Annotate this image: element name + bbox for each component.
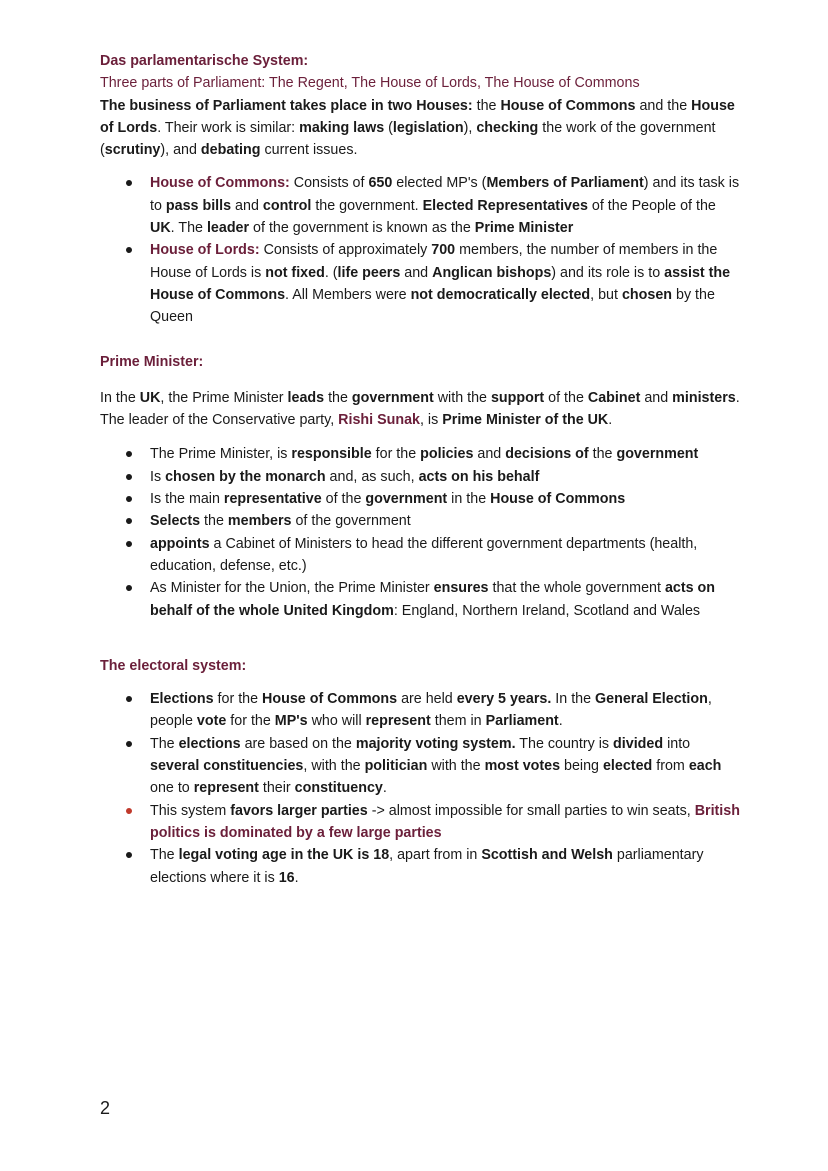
list-item-house-of-commons: House of Commons: Consists of 650 elected MP's (Members of Parliament) and its task is to pass bills and control the government. Elected Representatives of the People of the UK. The leader of the government is known as the Prime Minister: [100, 172, 740, 239]
list-item: The Prime Minister, is responsible for the policies and decisions of the government: [100, 443, 740, 465]
list-item: This system favors larger parties -> almost impossible for small parties to win seats, British politics is dominated by a few large parties: [100, 800, 740, 845]
list-item: Is chosen by the monarch and, as such, acts on his behalf: [100, 466, 740, 488]
list-item: Selects the members of the government: [100, 510, 740, 532]
section-heading-parliamentary-system: Das parlamentarische System:: [100, 53, 309, 69]
section-heading-prime-minister: Prime Minister:: [100, 353, 204, 370]
list-item: As Minister for the Union, the Prime Minister ensures that the whole government acts on behalf of the whole United Kingdom: England, Northern Ireland, Scotland and Wales: [100, 577, 740, 622]
list-item: The legal voting age in the UK is 18, apart from in Scottish and Welsh parliamentary elections where it is 16.: [100, 844, 740, 889]
document-page: [100, 50, 740, 889]
list-item: appoints a Cabinet of Ministers to head the different government departments (health, education, defense, etc.): [100, 533, 740, 578]
paragraph-parliament-business: The business of Parliament takes place in two Houses: the House of Commons and the House of Lords. Their work is similar: making laws (legislation), checking the work of the government (scrutiny), and debating current issues.: [100, 97, 735, 159]
houses-list: [100, 172, 740, 328]
prime-minister-list: [100, 443, 740, 621]
list-item: Elections for the House of Commons are held every 5 years. In the General Election, people vote for the MP's who will represent them in Parliament.: [100, 688, 740, 733]
electoral-system-list: [100, 688, 740, 889]
section-heading-electoral-system: The electoral system:: [100, 657, 247, 674]
list-item: The elections are based on the majority voting system. The country is divided into several constituencies, with the politician with the most votes being elected from each one to represent their constituency.: [100, 733, 740, 800]
list-item-house-of-lords: House of Lords: Consists of approximately 700 members, the number of members in the House of Lords is not fixed. (life peers and Anglican bishops) and its role is to assist the House of Commons. All Members were not democratically elected, but chosen by the Queen: [100, 239, 740, 328]
paragraph-prime-minister-intro: In the UK, the Prime Minister leads the government with the support of the Cabinet and ministers. The leader of the Conservative party, Rishi Sunak, is Prime Minister of the UK.: [100, 389, 740, 429]
section-subheading: Three parts of Parliament: The Regent, The House of Lords, The House of Commons: [100, 75, 640, 92]
page-number: 2: [100, 1098, 111, 1118]
list-item: Is the main representative of the government in the House of Commons: [100, 488, 740, 510]
